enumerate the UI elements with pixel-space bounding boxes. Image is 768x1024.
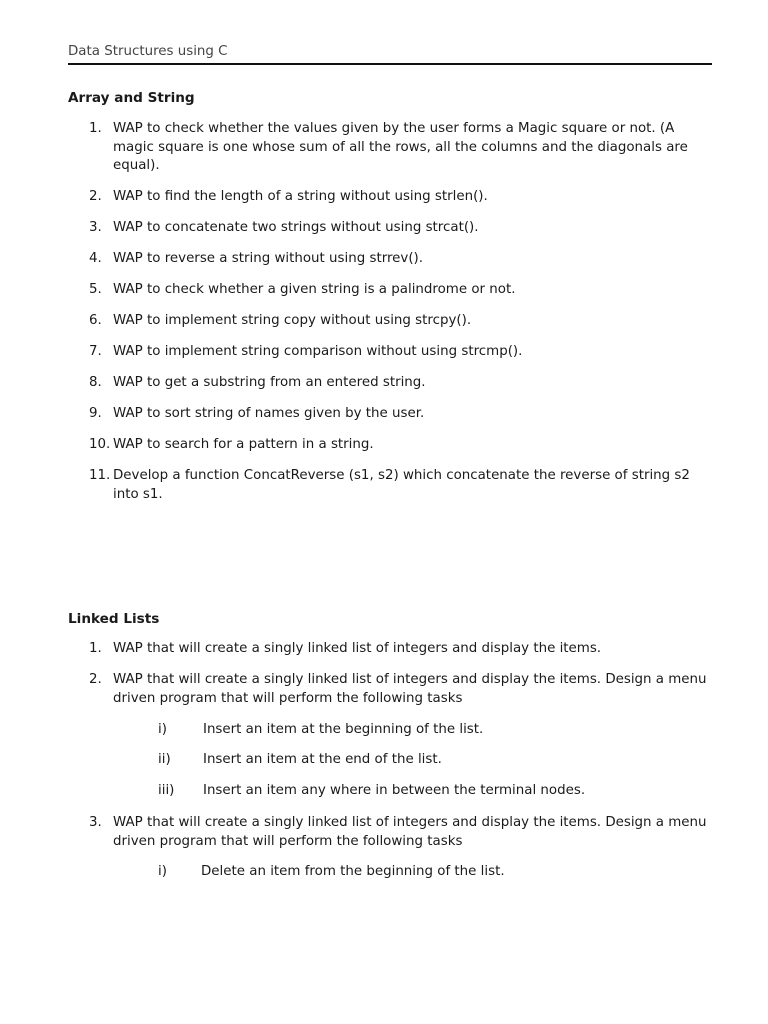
section-title-array-string: Array and String xyxy=(68,90,195,106)
list-item xyxy=(68,188,712,207)
sub-item-numeral: i) xyxy=(158,864,167,879)
header-title: Data Structures using C xyxy=(68,44,228,59)
list-item xyxy=(68,281,712,300)
section-title-linked-lists: Linked Lists xyxy=(68,611,160,627)
sub-item-numeral: ii) xyxy=(158,752,171,767)
list-item xyxy=(68,640,712,659)
list-item-text: WAP that will create a singly linked list of integers and display the items. xyxy=(113,641,602,656)
list-item-number: 5. xyxy=(89,282,102,297)
sub-item-text: Insert an item any where in between the terminal nodes. xyxy=(203,783,586,798)
list-item-number: 3. xyxy=(89,220,102,235)
list-item-number: 2. xyxy=(89,672,102,687)
list-item xyxy=(68,343,712,362)
list-item-number: 8. xyxy=(89,375,102,390)
list-item xyxy=(68,405,712,424)
list-item-text: WAP to search for a pattern in a string. xyxy=(113,437,374,452)
list-item xyxy=(68,436,712,455)
list-item-number: 7. xyxy=(89,344,102,359)
list-item xyxy=(68,120,712,176)
list-item-number: 3. xyxy=(89,815,102,830)
list-item-number: 1. xyxy=(89,121,102,136)
sub-item-numeral: i) xyxy=(158,722,167,737)
list-item-text: WAP to check whether the values given by the user forms a Magic square or not. (A magic square is one whose sum of all the rows, all the columns and the diagonals are equal). xyxy=(113,121,688,173)
list-item xyxy=(68,374,712,393)
list-item-text: WAP that will create a singly linked list of integers and display the items. Design a menu driven program that will perform the following tasks xyxy=(113,672,707,706)
list-item-number: 11. xyxy=(89,468,111,483)
list-item xyxy=(68,312,712,331)
list-item xyxy=(68,814,712,851)
list-item xyxy=(68,467,712,504)
sub-item-numeral: iii) xyxy=(158,783,175,798)
list-item-text: WAP to get a substring from an entered string. xyxy=(113,375,426,390)
list-item-text: WAP to find the length of a string without using strlen(). xyxy=(113,189,488,204)
list-item-number: 9. xyxy=(89,406,102,421)
list-item-text: WAP that will create a singly linked list of integers and display the items. Design a menu driven program that will perform the following tasks xyxy=(113,815,707,849)
sub-item-text: Insert an item at the end of the list. xyxy=(203,752,442,767)
list-item-text: WAP to implement string comparison without using strcmp(). xyxy=(113,344,523,359)
page-header xyxy=(68,43,712,65)
list-item-text: WAP to check whether a given string is a palindrome or not. xyxy=(113,282,516,297)
list-item-number: 4. xyxy=(89,251,102,266)
list-item xyxy=(68,671,712,708)
list-item-text: WAP to implement string copy without using strcpy(). xyxy=(113,313,472,328)
list-item-number: 6. xyxy=(89,313,102,328)
list-item-text: WAP to reverse a string without using strrev(). xyxy=(113,251,424,266)
list-item-number: 2. xyxy=(89,189,102,204)
list-item-number: 1. xyxy=(89,641,102,656)
list-item-number: 10. xyxy=(89,437,111,452)
list-item xyxy=(68,219,712,238)
list-item-text: WAP to sort string of names given by the user. xyxy=(113,406,425,421)
list-item-text: Develop a function ConcatReverse (s1, s2) which concatenate the reverse of string s2 into s1. xyxy=(113,468,690,502)
sub-item-text: Delete an item from the beginning of the list. xyxy=(201,864,505,879)
sub-item-text: Insert an item at the beginning of the list. xyxy=(203,722,484,737)
list-item xyxy=(68,250,712,269)
list-item-text: WAP to concatenate two strings without using strcat(). xyxy=(113,220,479,235)
